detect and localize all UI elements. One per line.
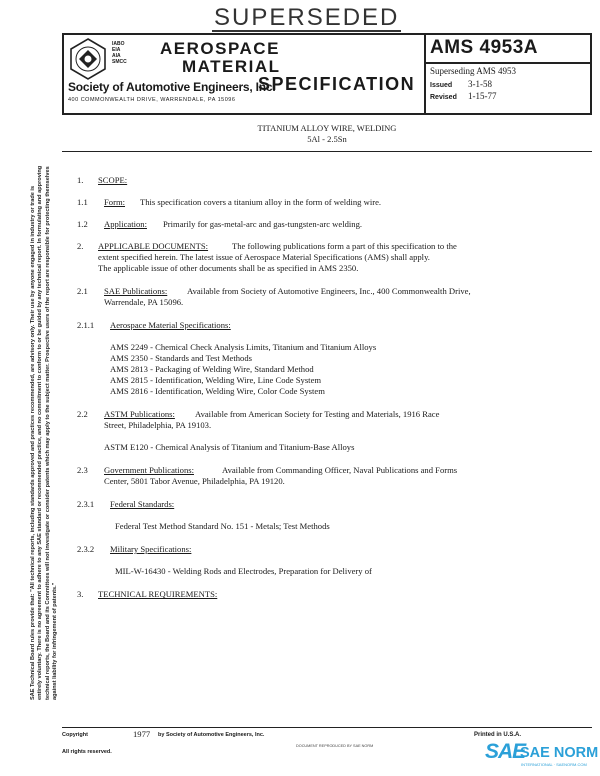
printed-in: Printed in U.S.A.: [474, 732, 522, 738]
document-title: TITANIUM ALLOY WIRE, WELDING: [257, 123, 397, 133]
superseding-note: Superseding AMS 4953: [430, 66, 517, 76]
header-title-material: MATERIAL: [182, 57, 281, 76]
section-text: Available from American Society for Testing and Materials, 1916 Race: [195, 409, 440, 419]
section-heading-government-publications: Government Publications:: [104, 465, 194, 475]
section-text: Warrendale, PA 15096.: [104, 297, 184, 307]
copyright-year: 1977: [133, 729, 151, 739]
reference-item: ASTM E120 - Chemical Analysis of Titanium and Titanium-Base Alloys: [104, 442, 355, 452]
section-number: 2.3.1: [77, 499, 95, 509]
section-number: 2.2: [77, 409, 88, 419]
header-divider: [424, 33, 426, 115]
superseded-stamp: SUPERSEDED: [214, 4, 400, 31]
section-number: 3.: [77, 589, 84, 599]
section-heading-technical-requirements: TECHNICAL REQUIREMENTS:: [98, 589, 218, 599]
issued-date: 3-1-58: [468, 79, 492, 89]
org-line: EIA: [112, 47, 121, 53]
section-number: 1.: [77, 175, 84, 185]
header-title-specification: SPECIFICATION: [258, 74, 416, 94]
revised-date: 1-15-77: [468, 91, 497, 101]
copyright-label: Copyright: [62, 732, 88, 738]
section-heading-application: Application:: [104, 219, 147, 229]
organization-list: [112, 41, 127, 65]
section-text: The applicable issue of other documents shall be as specified in AMS 2350.: [98, 263, 359, 273]
section-heading-military-specifications: Military Specifications:: [110, 544, 192, 554]
copyright-holder: by Society of Automotive Engineers, Inc.: [158, 732, 265, 738]
org-line: AIA: [112, 53, 121, 59]
section-number: 2.1.1: [77, 320, 95, 330]
document-subtitle: 5Al - 2.5Sn: [307, 134, 347, 144]
section-heading-ams: Aerospace Material Specifications:: [110, 320, 231, 330]
rights-reserved: All rights reserved.: [62, 749, 112, 755]
legal-side-notice: SAE Technical Board rules provide that: "All technical reports, including standards approved and practices recommended, are advisory only. Their use by anyone engaged in industry or trade is entirely voluntary. There is no agreement to adhere to any SAE standard or recommended practice, and no commitment to conform to or be guided by any technical report. In formulating and approving technical reports, the Board and its Committees will not investigate or consider patents which may apply to the subject matter. Prospective users of the report are responsible for protecting themselves against liability for infringement of patents.": [30, 165, 59, 700]
section-number: 2.: [77, 241, 84, 251]
section-heading-form: Form:: [104, 197, 126, 207]
issued-label: Issued: [430, 82, 453, 89]
reference-item: AMS 2816 - Identification, Welding Wire, Color Code System: [110, 386, 325, 396]
section-text: extent specified herein. The latest issue of Aerospace Material Specifications (AMS) shall apply.: [98, 252, 430, 262]
sae-norm-tagline: INTERNATIONAL · SAENORM.COM: [521, 762, 587, 767]
section-text: Available from Commanding Officer, Naval Publications and Forms: [222, 465, 458, 475]
org-line: IABO: [112, 41, 125, 47]
section-heading-scope: SCOPE:: [98, 175, 128, 185]
title-rule: [62, 151, 592, 152]
header-title-aerospace: AEROSPACE: [160, 39, 280, 58]
reference-item: Federal Test Method Standard No. 151 - Metals; Test Methods: [115, 521, 330, 531]
section-heading-applicable-documents: APPLICABLE DOCUMENTS:: [98, 241, 209, 251]
section-text: Available from Society of Automotive Engineers, Inc., 400 Commonwealth Drive,: [187, 286, 471, 296]
sae-seal-icon: [68, 38, 108, 80]
society-address: 400 COMMONWEALTH DRIVE, WARRENDALE, PA 15096: [68, 97, 236, 103]
section-number: 2.3: [77, 465, 88, 475]
revised-label: Revised: [430, 94, 457, 101]
section-text: Center, 5801 Tabor Avenue, Philadelphia, PA 19120.: [104, 476, 285, 486]
reference-item: AMS 2350 - Standards and Test Methods: [110, 353, 252, 363]
sae-norm-logo-icon: SAE: [485, 740, 526, 763]
section-number: 1.1: [77, 197, 88, 207]
section-text: Primarily for gas-metal-arc and gas-tungsten-arc welding.: [163, 219, 363, 229]
org-line: SMCC: [112, 59, 127, 65]
sae-norm-wordmark: SAE NORM: [520, 745, 599, 761]
section-text: The following publications form a part of this specification to the: [232, 241, 457, 251]
section-heading-astm-publications: ASTM Publications:: [104, 409, 175, 419]
reproduction-note: DOCUMENT REPRODUCED BY SAE NORM: [296, 744, 374, 748]
section-text: Street, Philadelphia, PA 19103.: [104, 420, 212, 430]
society-name: Society of Automotive Engineers, Inc.: [68, 80, 276, 94]
header-id-rule: [426, 62, 592, 64]
reference-item: AMS 2813 - Packaging of Welding Wire, Standard Method: [110, 364, 314, 374]
section-heading-sae-publications: SAE Publications:: [104, 286, 168, 296]
section-number: 2.3.2: [77, 544, 95, 554]
section-text: This specification covers a titanium alloy in the form of welding wire.: [140, 197, 382, 207]
section-number: 2.1: [77, 286, 88, 296]
section-heading-federal-standards: Federal Standards:: [110, 499, 175, 509]
reference-item: AMS 2249 - Chemical Check Analysis Limits, Titanium and Titanium Alloys: [110, 342, 377, 352]
reference-item: MIL-W-16430 - Welding Rods and Electrodes, Preparation for Delivery of: [115, 566, 372, 576]
reference-item: AMS 2815 - Identification, Welding Wire, Line Code System: [110, 375, 322, 385]
ams-number: AMS 4953A: [430, 37, 538, 58]
section-number: 1.2: [77, 219, 88, 229]
footer-rule: [62, 727, 592, 728]
